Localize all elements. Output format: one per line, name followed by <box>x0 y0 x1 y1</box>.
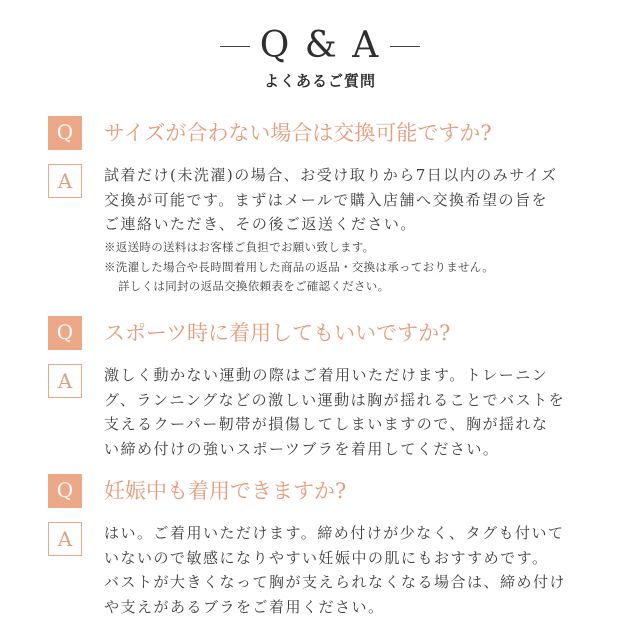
question-text-3: 妊娠中も着用できますか? <box>104 479 347 503</box>
answer-line: バストが大きくなって胸が支えられなくなる場合は、締め付け <box>104 573 567 591</box>
answer-line: はい。ご着用いただけます。締め付けが少なく、タグも付いて <box>104 524 565 542</box>
answer-line: 試着だけ(未洗濯)の場合、お受け取りから7日以内のみサイズ <box>104 166 558 184</box>
answer-text-2 <box>104 363 604 461</box>
answer-text-3 <box>104 521 604 619</box>
answer-line: 交換が可能です。まずはメールで購入店舗へ交換希望の旨を <box>104 190 549 209</box>
answer-text-1 <box>104 163 604 237</box>
note-line: 詳しくは同封の返品交換依頼表をご確認ください。 <box>118 279 390 293</box>
answer-line: い締め付けの強いスポーツブラを着用してください。 <box>104 439 500 458</box>
answer-line: や支えがあるブラをご着用ください。 <box>104 597 385 616</box>
note-line: ※洗濯した場合や長時間着用した商品の返品・交換は承っておりません。 <box>104 259 495 274</box>
notes-1 <box>104 238 494 297</box>
answer-line: いないので敏感になりやすい妊娠中の肌にもおすすめです。 <box>104 548 549 567</box>
question-text-1: サイズが合わない場合は交換可能ですか? <box>104 121 492 145</box>
question-badge: Q <box>48 474 82 508</box>
page-header <box>0 0 640 100</box>
page-subtitle: よくあるご質問 <box>263 72 376 90</box>
question-text-2: スポーツ時に着用してもいいですか? <box>104 321 451 345</box>
title-right-dash <box>390 46 420 47</box>
title-text: Q & A <box>259 25 381 66</box>
note-line: ※返送時の送料はお客様ご負担でお願い致します。 <box>104 240 375 254</box>
title-left-dash <box>220 46 250 47</box>
question-badge: Q <box>48 116 82 150</box>
answer-line: 支えるクーパー靭帯が損傷してしまいますので、胸が揺れな <box>104 415 549 433</box>
answer-line: グ、ランニングなどの激しい運動は胸が揺れることでバストを <box>104 390 566 409</box>
answer-badge: A <box>48 164 82 198</box>
answer-line: ご連絡いただき、その後ご返送ください。 <box>104 215 417 233</box>
answer-badge: A <box>48 522 82 556</box>
page-title <box>0 26 640 66</box>
question-badge: Q <box>48 316 82 350</box>
answer-badge: A <box>48 364 82 398</box>
answer-line: 激しく動かない運動の際はご着用いただけます。トレーニン <box>104 366 549 384</box>
